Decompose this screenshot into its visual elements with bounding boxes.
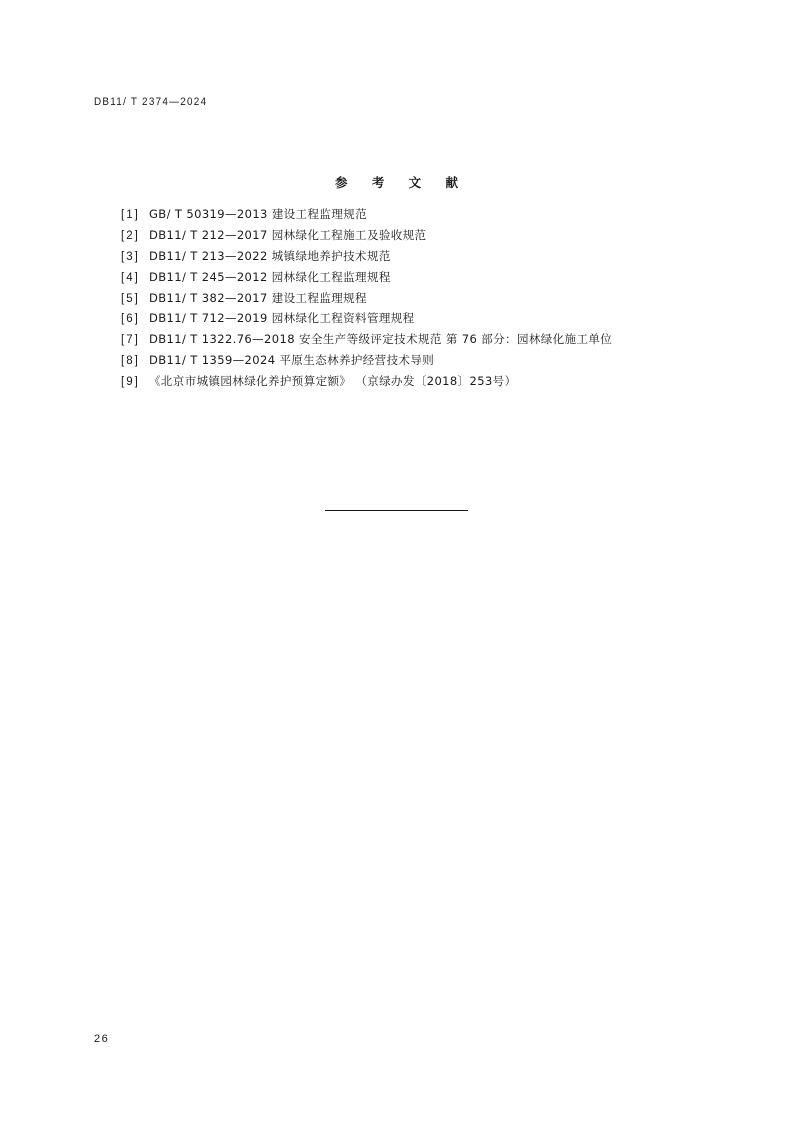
reference-text: DB11/ T 382—2017 建设工程监理规程 (149, 290, 367, 305)
reference-number: [6] (121, 313, 140, 326)
reference-item (121, 225, 612, 246)
reference-number: [9] (121, 376, 140, 389)
end-rule-divider (325, 510, 468, 511)
reference-item (121, 288, 612, 309)
reference-text: DB11/ T 245—2012 园林绿化工程监理规程 (149, 269, 391, 284)
reference-text: DB11/ T 1322.76—2018 安全生产等级评定技术规范 第 76 部分：园林绿化施工单位 (149, 332, 613, 347)
reference-item (121, 371, 612, 392)
reference-item (121, 350, 612, 371)
reference-number: [1] (121, 209, 140, 221)
reference-text: DB11/ T 1359—2024 平原生态林养护经营技术导则 (149, 353, 435, 368)
standard-code-header: DB11/ T 2374—2024 (94, 96, 208, 108)
reference-list (121, 204, 612, 392)
reference-text: GB/ T 50319—2013 建设工程监理规范 (149, 207, 368, 221)
reference-item (121, 308, 612, 329)
reference-text: DB11/ T 212—2017 园林绿化工程施工及验收规范 (149, 227, 427, 242)
reference-item (121, 267, 612, 288)
reference-number: [5] (121, 292, 140, 305)
reference-number: [7] (121, 334, 140, 347)
reference-text: DB11/ T 712—2019 园林绿化工程资料管理规程 (149, 311, 415, 326)
reference-number: [2] (121, 229, 140, 242)
reference-number: [4] (121, 271, 140, 284)
reference-text: DB11/ T 213—2022 城镇绿地养护技术规范 (149, 248, 391, 263)
reference-item (121, 204, 612, 225)
section-title: 参 考 文 献 (334, 175, 469, 190)
reference-number: [3] (121, 250, 140, 263)
reference-text: 《北京市城镇园林绿化养护预算定额》 （京绿办发〔2018〕253号） (149, 374, 517, 389)
reference-item (121, 246, 612, 267)
reference-item (121, 329, 612, 350)
reference-number: [8] (121, 355, 140, 368)
page-number: 26 (94, 1033, 110, 1045)
